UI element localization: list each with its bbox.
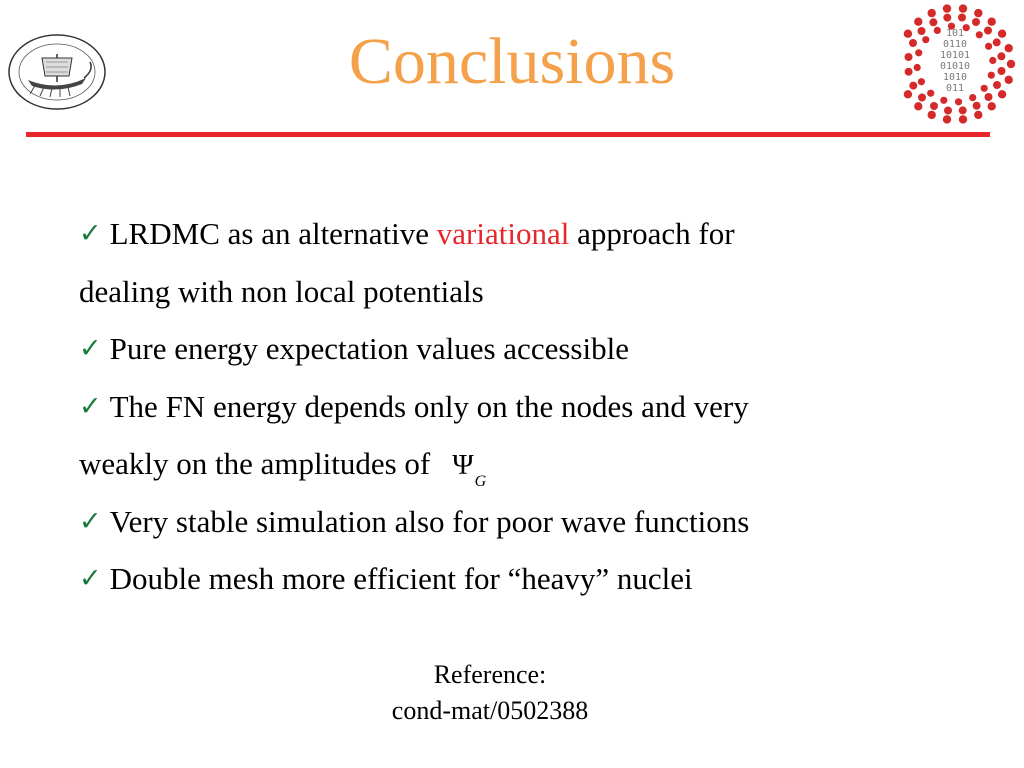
svg-text:011: 011 xyxy=(945,83,965,94)
svg-text:0110: 0110 xyxy=(942,39,968,50)
bullet-accent-text: variational xyxy=(436,216,570,251)
bullet-text: weakly on the amplitudes of xyxy=(79,446,431,481)
bullet-text: dealing with non local potentials xyxy=(79,273,484,309)
check-mark-icon: ✓ xyxy=(79,563,102,594)
svg-text:101: 101 xyxy=(945,28,965,39)
bullet-text: Pure energy expectation values accessible xyxy=(109,331,629,366)
bullet-continuation xyxy=(79,263,979,321)
bullet-item xyxy=(79,378,979,436)
bullet-text: approach for xyxy=(569,216,735,251)
bullet-item xyxy=(79,550,979,608)
bullet-continuation xyxy=(79,435,979,493)
reference-value: cond-mat/0502388 xyxy=(391,696,589,725)
bullet-text: The FN energy depends only on the nodes and very xyxy=(109,388,749,424)
psi-symbol: Ψ xyxy=(452,449,474,481)
bullet-text: LRDMC as an alternative xyxy=(109,216,437,251)
check-mark-icon: ✓ xyxy=(79,390,102,422)
title-divider xyxy=(26,132,990,137)
svg-text:01010: 01010 xyxy=(939,61,971,72)
slide-title: Conclusions xyxy=(348,25,676,98)
binary-dots-sphere-logo xyxy=(893,2,1017,126)
bullet-list xyxy=(79,205,979,608)
reference-label: Reference: xyxy=(433,660,547,689)
svg-text:1010: 1010 xyxy=(942,72,968,83)
bullet-item xyxy=(79,493,979,551)
psi-g-symbol xyxy=(452,437,485,499)
check-mark-icon: ✓ xyxy=(79,333,102,364)
psi-subscript: G xyxy=(474,473,487,490)
check-mark-icon: ✓ xyxy=(79,505,102,537)
reference-block xyxy=(0,657,980,729)
bullet-item xyxy=(79,205,979,263)
bullet-text: Double mesh more efficient for “heavy” nuclei xyxy=(109,561,693,596)
bullet-item xyxy=(79,320,979,378)
bullet-text: Very stable simulation also for poor wave functions xyxy=(109,503,750,539)
check-mark-icon: ✓ xyxy=(79,218,102,249)
svg-text:10101: 10101 xyxy=(939,50,971,61)
